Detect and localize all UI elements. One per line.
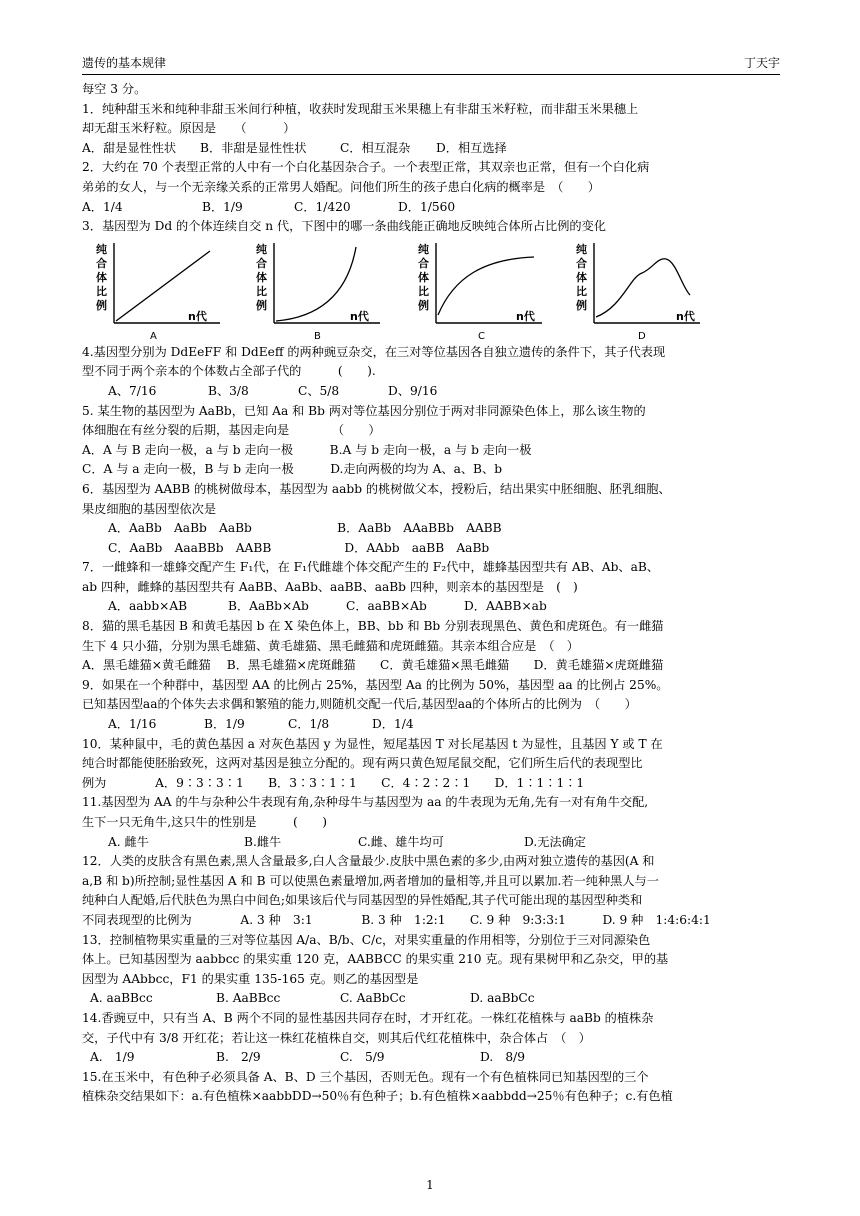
q7-option-b: B．AaBb×Ab — [228, 599, 309, 614]
q13-option-a: A. aaBBcc — [90, 991, 153, 1006]
q12-line-3: 纯种白人配婚,后代肤色为黑白中间色;如果该后代与同基因型的异性婚配,其子代可能出现的基因型种类和 — [82, 893, 643, 908]
q5-line-1: 5. 某生物的基因型为 AaBb，已知 Aa 和 Bb 两对等位基因分别位于两对非同源染色体上，那么该生物的 — [82, 403, 646, 418]
x-axis-label: n代 — [516, 309, 535, 323]
q12-line-1: 12．人类的皮肤含有黑色素,黑人含量最多,白人含量最少.皮肤中黑色素的多少,由两对独立遗传的基因(A 和 — [82, 854, 655, 869]
graph-letter: A — [150, 330, 157, 342]
y-axis-label-char: 纯 — [96, 242, 107, 256]
q9-option-a: A．1/16 — [108, 717, 157, 732]
q13-option-c: C. AaBbCc — [340, 991, 406, 1006]
q7-option-d: D．AABB×ab — [464, 599, 547, 614]
q4-option-d: D、9/16 — [388, 383, 438, 398]
y-axis-label-char: 纯 — [256, 242, 267, 256]
x-axis-label: n代 — [188, 309, 207, 323]
graph-b — [252, 237, 387, 343]
q1-options — [82, 139, 782, 159]
q1-option-d: D．相互选择 — [436, 140, 507, 155]
q2-option-d: D．1/560 — [398, 199, 456, 214]
q2-option-c: C．1/420 — [294, 199, 351, 214]
q4-option-c: C、5/8 — [298, 383, 340, 398]
q7-line-1: 7．一雌蜂和一雄蜂交配产生 F₁代，在 F₁代雌雄个体交配产生的 F₂代中，雄蜂基因型共有 AB、Ab、aB、 — [82, 560, 659, 575]
x-axis-label: n代 — [676, 309, 695, 323]
q14-options — [82, 1048, 782, 1068]
q11-line-1: 11.基因型为 AA 的牛与杂种公牛表现有角,杂种母牛与基因型为 aa 的牛表现为无角,先有一对有角牛交配, — [82, 795, 649, 810]
q11-line-2: 生下一只无角牛,这只牛的性别是 ( ) — [82, 815, 327, 829]
q1-option-b: B．非甜是显性性状 — [200, 140, 307, 155]
q9-options — [82, 715, 782, 735]
q10-line-2: 纯合时都能使胚胎致死，这两对基因是独立分配的。现有两只黄色短尾鼠交配，它们所生后代的表现型比 — [82, 756, 643, 771]
q4-line-1: 4.基因型分别为 DdEeFF 和 DdEeff 的两种豌豆杂交，在三对等位基因各自独立遗传的条件下，其子代表现 — [82, 344, 666, 359]
q6-line-2: 果皮细胞的基因型依次是 — [82, 501, 217, 516]
x-axis-label: n代 — [350, 309, 369, 323]
y-axis-label-char: 合 — [256, 256, 267, 270]
q11-option-a: A. 雌牛 — [108, 834, 149, 849]
q13-line-1: 13．控制植物果实重量的三对等位基因 A/a、B/b、C/c，对果实重量的作用相等，分别位于三对同源染色 — [82, 932, 651, 947]
q15-line-1: 15.在玉米中，有色种子必须具备 A、B、D 三个基因，否则无色。现有一个有色植株同已知基因型的三个 — [82, 1069, 649, 1084]
q3-graphs — [82, 237, 782, 343]
document-body — [82, 80, 782, 1107]
q4-options — [82, 382, 782, 402]
graph-svg — [92, 237, 227, 343]
q6-line-1: 6．基因型为 AABB 的桃树做母本，基因型为 aabb 的桃树做父本，授粉后，结出果实中胚细胞、胚乳细胞、 — [82, 481, 671, 496]
graph-c — [414, 237, 549, 343]
q13-option-d: D. aaBbCc — [470, 991, 535, 1006]
q9-option-b: B．1/9 — [204, 717, 245, 732]
q13-option-b: B. AaBBcc — [216, 991, 281, 1006]
y-axis-label-char: 纯 — [418, 242, 429, 256]
y-axis-label-char: 合 — [96, 256, 107, 270]
q7-options — [82, 597, 782, 617]
y-axis-label-char: 体 — [96, 270, 107, 284]
q4-option-b: B、3/8 — [208, 383, 249, 398]
y-axis-label-char: 例 — [418, 298, 429, 312]
q14-option-c: C. 5/9 — [340, 1050, 385, 1065]
y-axis-label-char: 比 — [96, 284, 107, 298]
q2-option-a: A．1/4 — [82, 199, 123, 214]
q5-line-3: A．A 与 B 走向一极，a 与 b 走向一极 B.A 与 b 走向一极，a 与 b 走向一极 — [82, 442, 532, 457]
q4-line-2: 型不同于两个亲本的个体数占全部子代的 ( ). — [82, 364, 376, 379]
q15-line-2: 植株杂交结果如下：a.有色植株×aabbDD→50％有色种子；b.有色植株×aabbdd→25％有色种子；c.有色植 — [82, 1089, 673, 1104]
y-axis-label-char: 例 — [96, 298, 107, 312]
y-axis-label-char: 例 — [256, 298, 267, 312]
q14-option-a: A. 1/9 — [90, 1050, 135, 1065]
q14-line-2: 交，子代中有 3/8 开红花；若让这一株红花植株自交，则其后代红花植株中，杂合体占 （ ） — [82, 1030, 591, 1045]
q8-line-1: 8．猫的黑毛基因 B 和黄毛基因 b 在 X 染色体上，BB、bb 和 Bb 分别表现黑色、黄色和虎斑色。有一雌猫 — [82, 619, 664, 634]
q9-line-1: 9．如果在一个种群中，基因型 AA 的比例占 25%，基因型 Aa 的比例为 50%，基因型 aa 的比例占 25%。 — [82, 677, 669, 692]
q7-option-a: A．aabb×AB — [108, 599, 188, 614]
graph-svg — [414, 237, 549, 343]
q1-option-a: A．甜是显性性状 — [82, 140, 177, 155]
q11-option-c: C.雌、雄牛均可 — [358, 834, 444, 849]
y-axis-label-char: 比 — [576, 284, 587, 298]
q9-option-d: D．1/4 — [372, 717, 414, 732]
curve — [596, 259, 690, 317]
graph-a — [92, 237, 227, 343]
q2-option-b: B．1/9 — [202, 199, 243, 214]
y-axis-label-char: 比 — [418, 284, 429, 298]
q2-options — [82, 198, 782, 218]
q13-options — [82, 989, 782, 1009]
q9-line-2: 已知基因型aa的个体失去求偶和繁殖的能力,则随机交配一代后,基因型aa的个体所占的比例为 （ ） — [82, 697, 637, 712]
q8-line-3: A．黑毛雄猫×黄毛雌猫 B．黑毛雄猫×虎斑雌猫 C．黄毛雄猫×黑毛雌猫 D．黄毛雄猫×虎斑雌猫 — [82, 658, 664, 673]
q14-line-1: 14.香豌豆中，只有当 A、B 两个不同的显性基因共同存在时，才开红花。一株红花植株与 aaBb 的植株杂 — [82, 1010, 654, 1025]
q1-line-2: 却无甜玉米籽粒。原因是 （ ） — [82, 121, 296, 136]
q7-line-2: ab 四种，雌蜂的基因型共有 AaBB、AaBb、aaBB、aaBb 四种，则亲本的基因型是 ( ) — [82, 579, 578, 594]
q5-line-2: 体细胞在有丝分裂的后期，基因走向是 （ ） — [82, 423, 381, 438]
graph-svg — [252, 237, 387, 343]
q12-line-4: 不同表现型的比例为 A. 3 种 3:1 B. 3 种 1:2:1 C. 9 种 9:3:3:1 D. 9 种 1:4:6:4:1 — [82, 912, 711, 927]
y-axis-label-char: 体 — [256, 270, 267, 284]
graph-letter: B — [314, 330, 321, 342]
q14-option-d: D. 8/9 — [480, 1050, 526, 1065]
q7-option-c: C．aaBB×Ab — [346, 599, 427, 614]
y-axis-label-char: 体 — [576, 270, 587, 284]
q13-line-2: 体上。已知基因型为 aabbcc 的果实重 120 克，AABBCC 的果实重 210 克。现有果树甲和乙杂交，甲的基 — [82, 952, 669, 967]
y-axis-label-char: 合 — [576, 256, 587, 270]
page-number: 1 — [426, 1178, 434, 1192]
header-author: 丁天宇 — [743, 56, 780, 70]
q13-line-3: 因型为 AAbbcc，F1 的果实重 135-165 克。则乙的基因型是 — [82, 971, 419, 986]
q10-line-1: 10．某种鼠中，毛的黄色基因 a 对灰色基因 y 为显性，短尾基因 T 对长尾基因 t 为显性，且基因 Y 或 T 在 — [82, 736, 663, 751]
page-header — [82, 52, 780, 75]
curve — [276, 247, 356, 321]
y-axis-label-char: 体 — [418, 270, 429, 284]
q12-line-2: a,B 和 b)所控制;显性基因 A 和 B 可以使黑色素量增加,两者增加的量相等,并且可以累加.若一纯种黑人与一 — [82, 873, 659, 888]
q1-line-1: 1．纯种甜玉米和纯种非甜玉米间行种植，收获时发现甜玉米果穗上有非甜玉米籽粒，而非甜玉米果穗上 — [82, 101, 639, 116]
q4-option-a: A、7/16 — [108, 383, 157, 398]
intro-text: 每空 3 分。 — [82, 82, 147, 96]
graph-svg — [572, 237, 707, 343]
q6-line-3: A．AaBb AaBb AaBb B．AaBb AAaBBb AABB — [108, 521, 502, 536]
header-title: 遗传的基本规律 — [82, 56, 167, 70]
q6-line-4: C．AaBb AaaBBb AABB D．AAbb aaBB AaBb — [108, 540, 490, 555]
y-axis-label-char: 例 — [576, 298, 587, 312]
q11-options — [82, 833, 782, 853]
q3-line-1: 3．基因型为 Dd 的个体连续自交 n 代，下图中的哪一条曲线能正确地反映纯合体所占比例的变化 — [82, 219, 606, 234]
q9-option-c: C．1/8 — [288, 717, 330, 732]
graph-d — [572, 237, 707, 343]
y-axis-label-char: 合 — [418, 256, 429, 270]
q8-line-2: 生下 4 只小猫，分别为黑毛雄猫、黄毛雄猫、黑毛雌猫和虎斑雌猫。其亲本组合应是 （ ） — [82, 638, 579, 653]
curve — [438, 257, 534, 315]
graph-letter: D — [638, 330, 646, 342]
q2-line-2: 弟弟的女人，与一个无亲缘关系的正常男人婚配。问他们所生的孩子患白化病的概率是 （ ） — [82, 179, 600, 194]
q1-option-c: C．相互混杂 — [340, 140, 411, 155]
q5-line-4: C．A 与 a 走向一极，B 与 b 走向一极 D.走向两极的均为 A、a、B、b — [82, 462, 502, 477]
graph-letter: C — [478, 330, 485, 342]
q11-option-d: D.无法确定 — [524, 834, 586, 849]
y-axis-label-char: 比 — [256, 284, 267, 298]
q10-line-3: 例为 A．9∶3∶3∶1 B．3∶3∶1∶1 C．4∶2∶2∶1 D．1∶1∶1∶1 — [82, 775, 585, 790]
q11-option-b: B.雌牛 — [244, 834, 282, 849]
q14-option-b: B. 2/9 — [216, 1050, 261, 1065]
q2-line-1: 2．大约在 70 个表型正常的人中有一个白化基因杂合子。一个表型正常，其双亲也正常，但有一个白化病 — [82, 160, 650, 175]
y-axis-label-char: 纯 — [576, 242, 587, 256]
